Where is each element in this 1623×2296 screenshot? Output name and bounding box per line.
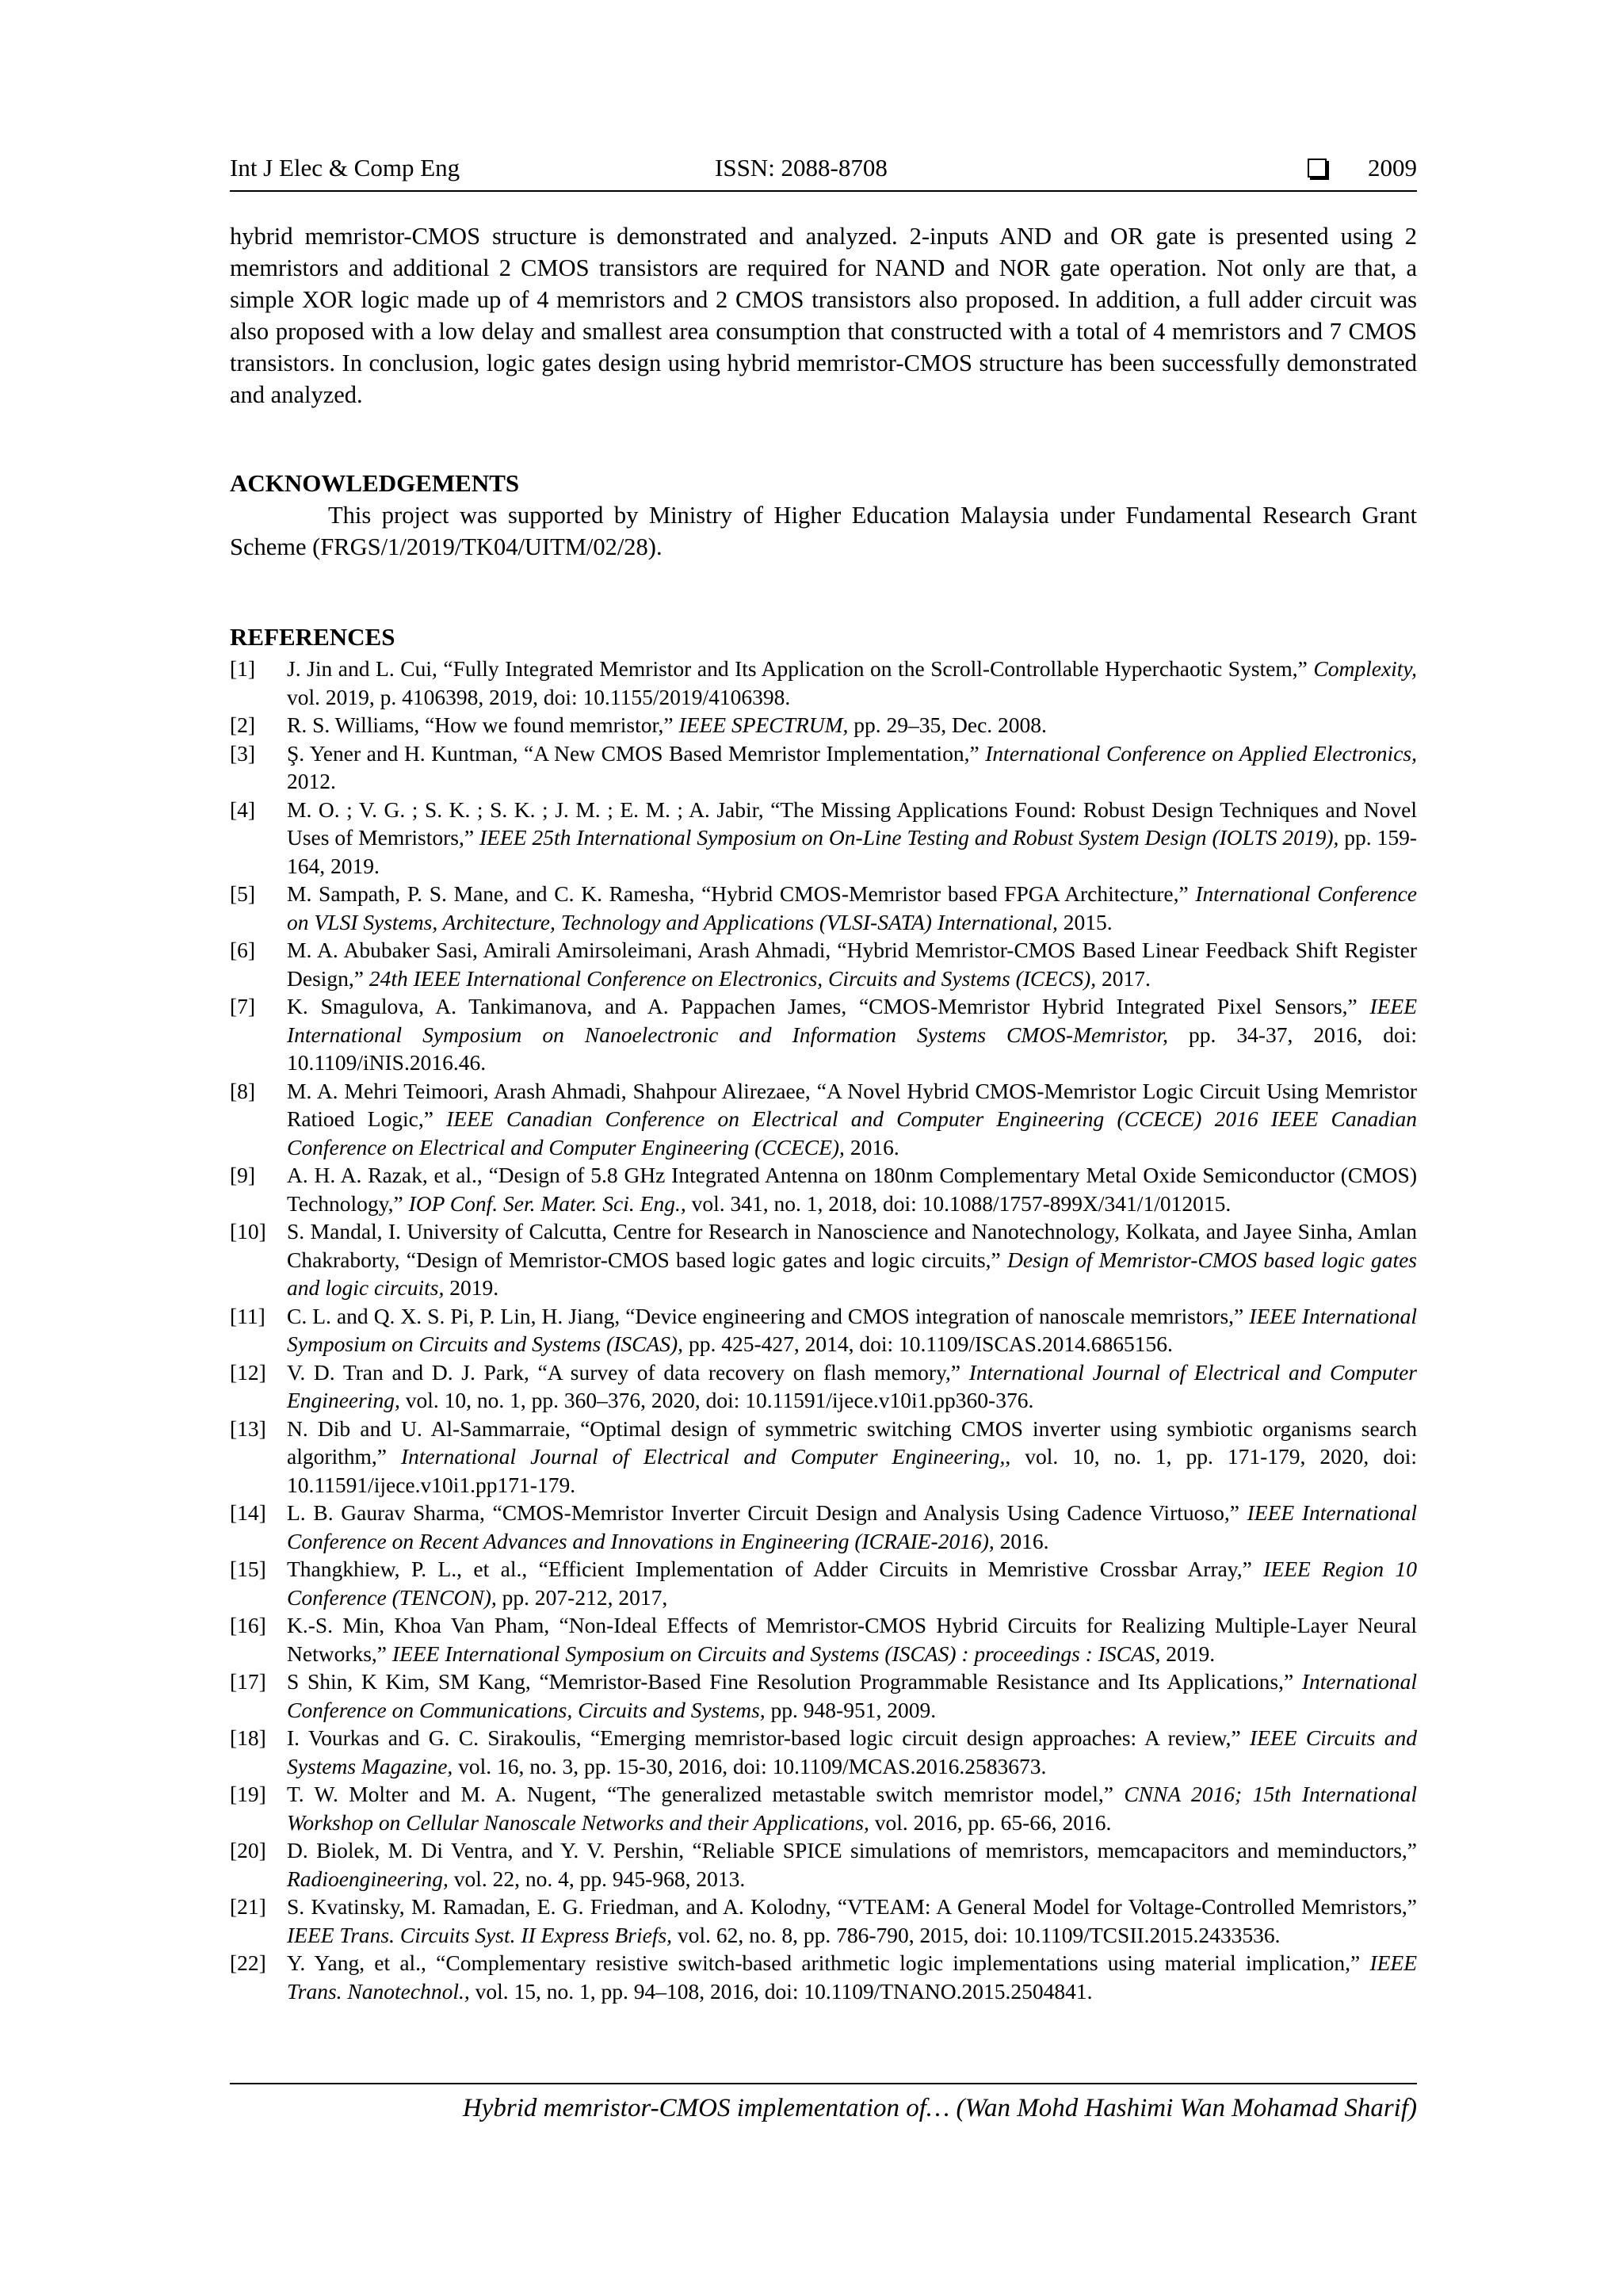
reference-item (230, 1724, 1417, 1780)
reference-authors-title: Ş. Yener and H. Kuntman, “A New CMOS Based Memristor Implementation,” (287, 740, 986, 766)
reference-venue: IEEE International Symposium on Circuits and Systems (ISCAS) : proceedings : ISCAS, (391, 1641, 1161, 1666)
reference-number: [22] (230, 1950, 266, 1975)
reference-number: [2] (230, 712, 256, 737)
reference-details: vol. 10, no. 1, pp. 360–376, 2020, doi: 10.11591/ijece.v10i1.pp360-376. (399, 1388, 1034, 1412)
reference-item (230, 1949, 1417, 2005)
journal-name: Int J Elec & Comp Eng (230, 154, 460, 181)
reference-number: [21] (230, 1894, 266, 1919)
reference-details: 2015. (1057, 909, 1113, 934)
reference-item (230, 796, 1417, 881)
reference-venue: Complexity, (1313, 656, 1417, 681)
reference-number: [9] (230, 1163, 256, 1187)
reference-authors-title: M. O. ; V. G. ; S. K. ; S. K. ; J. M. ; E. M. ; A. Jabir, “The Missing Applications Found: Robust Design Techniques and Novel Uses of Memristors,” (287, 797, 1417, 850)
reference-details: 2017. (1096, 965, 1151, 991)
reference-authors-title: J. Jin and L. Cui, “Fully Integrated Memristor and Its Application on the Scroll-Controllable Hyperchaotic System,” (287, 656, 1314, 681)
reference-item (230, 739, 1417, 796)
reference-item (230, 1161, 1417, 1217)
reference-item (230, 1780, 1417, 1836)
reference-number: [6] (230, 938, 256, 962)
reference-venue: Design of Memristor-CMOS based logic gates and logic circuits, (287, 1247, 1417, 1300)
reference-venue: IEEE Region 10 Conference (TENCON), (287, 1557, 1417, 1610)
reference-number: [20] (230, 1838, 266, 1862)
reference-venue: IEEE International Symposium on Nanoelectronic and Information Systems CMOS-Memristor, (287, 994, 1417, 1047)
reference-venue: CNNA 2016; 15th International Workshop on Cellular Nanoscale Networks and their Applications, (287, 1782, 1417, 1835)
reference-venue: International Conference on VLSI Systems, Architecture, Technology and Applications (VLSI-SATA) International, (287, 881, 1417, 934)
reference-item (230, 1415, 1417, 1499)
reference-details: vol. 22, no. 4, pp. 945-968, 2013. (448, 1866, 746, 1891)
reference-number: [4] (230, 797, 256, 822)
reference-venue: International Conference on Communications, Circuits and Systems, (287, 1669, 1417, 1722)
reference-venue: IEEE SPECTRUM, (678, 712, 849, 737)
reference-item (230, 880, 1417, 936)
reference-item (230, 992, 1417, 1077)
reference-item (230, 1358, 1417, 1415)
reference-item (230, 655, 1417, 711)
reference-item (230, 1555, 1417, 1611)
reference-authors-title: V. D. Tran and D. J. Park, “A survey of data recovery on flash memory,” (287, 1359, 969, 1385)
reference-venue: IEEE Circuits and Systems Magazine, (287, 1725, 1417, 1778)
references-heading: REFERENCES (230, 623, 395, 651)
reference-authors-title: R. S. Williams, “How we found memristor,” (287, 712, 679, 737)
reference-venue: IEEE Trans. Circuits Syst. II Express Briefs, (287, 1922, 673, 1947)
reference-number: [19] (230, 1782, 266, 1806)
page-number: 2009 (1368, 154, 1417, 181)
reference-item (230, 1217, 1417, 1302)
checkbox-square-icon (1308, 159, 1327, 178)
reference-item (230, 1836, 1417, 1893)
reference-number: [1] (230, 656, 256, 681)
reference-item (230, 1499, 1417, 1555)
reference-details: pp. 948-951, 2009. (765, 1697, 937, 1722)
reference-number: [12] (230, 1359, 266, 1385)
running-title: Hybrid memristor-CMOS implementation of… (Wan Mohd Hashimi Wan Mohamad Sharif) (462, 2094, 1417, 2122)
reference-authors-title: M. A. Mehri Teimoori, Arash Ahmadi, Shahpour Alirezaee, “A Novel Hybrid CMOS-Memristor Logic Circuit Using Memristor Ratioed Logic,” (287, 1078, 1417, 1131)
reference-item (230, 1077, 1417, 1162)
reference-details: , vol. 10, no. 1, pp. 171-179, 2020, doi: 10.11591/ijece.v10i1.pp171-179. (287, 1444, 1417, 1497)
reference-details: pp. 425-427, 2014, doi: 10.1109/ISCAS.2014.6865156. (683, 1331, 1173, 1356)
reference-details: 2019. (444, 1275, 499, 1300)
reference-authors-title: M. Sampath, P. S. Mane, and C. K. Ramesha, “Hybrid CMOS-Memristor based FPGA Architecture,” (287, 881, 1196, 906)
reference-authors-title: D. Biolek, M. Di Ventra, and Y. V. Pershin, “Reliable SPICE simulations of memristors, memcapacitors and meminductors,” (287, 1838, 1417, 1862)
reference-details: 2016. (994, 1528, 1049, 1553)
reference-authors-title: A. H. A. Razak, et al., “Design of 5.8 GHz Integrated Antenna on 180nm Complementary Metal Oxide Semiconductor (CMOS) Technology,” (287, 1163, 1417, 1216)
reference-details: vol. 15, no. 1, pp. 94–108, 2016, doi: 10.1109/TNANO.2015.2504841. (469, 1978, 1093, 2004)
reference-number: [15] (230, 1557, 266, 1581)
reference-details: pp. 34-37, 2016, doi: 10.1109/iNIS.2016.46. (287, 1022, 1417, 1075)
reference-number: [8] (230, 1078, 256, 1103)
acknowledgements-text: This project was supported by Ministry of Higher Education Malaysia under Fundamental Research Grant Scheme (FRGS/1/2019/TK04/UITM/02/28). (230, 502, 1417, 560)
reference-authors-title: N. Dib and U. Al-Sammarraie, “Optimal design of symmetric switching CMOS inverter using symbiotic organisms search algorithm,” (287, 1415, 1417, 1469)
reference-number: [5] (230, 881, 256, 906)
reference-item (230, 711, 1417, 739)
reference-venue: IEEE International Symposium on Circuits and Systems (ISCAS), (287, 1303, 1417, 1356)
reference-venue: International Conference on Applied Electronics, (985, 740, 1417, 766)
reference-authors-title: Thangkhiew, P. L., et al., “Efficient Implementation of Adder Circuits in Memristive Crossbar Array,” (287, 1557, 1264, 1581)
reference-number: [13] (230, 1415, 266, 1441)
reference-details: vol. 2019, p. 4106398, 2019, doi: 10.1155/2019/4106398. (287, 684, 791, 709)
reference-authors-title: K.-S. Min, Khoa Van Pham, “Non-Ideal Effects of Memristor-CMOS Hybrid Circuits for Realizing Multiple-Layer Neural Networks,” (287, 1613, 1417, 1666)
reference-details: vol. 16, no. 3, pp. 15-30, 2016, doi: 10.1109/MCAS.2016.2583673. (453, 1753, 1047, 1778)
reference-authors-title: S. Mandal, I. University of Calcutta, Centre for Research in Nanoscience and Nanotechnology, Kolkata, and Jayee Sinha, Amlan Chakraborty, “Design of Memristor-CMOS based logic gates and logic circuits,” (287, 1219, 1417, 1272)
footer-divider (230, 2083, 1417, 2084)
reference-venue: IEEE International Conference on Recent Advances and Innovations in Engineering (ICRAIE-2016), (287, 1500, 1417, 1553)
reference-venue: International Journal of Electrical and Computer Engineering, (400, 1444, 1006, 1469)
issn: ISSN: 2088-8708 (715, 154, 888, 181)
reference-number: [10] (230, 1219, 266, 1244)
reference-venue: IOP Conf. Ser. Mater. Sci. Eng., (408, 1190, 686, 1216)
reference-number: [3] (230, 740, 256, 766)
reference-number: [17] (230, 1669, 266, 1694)
conclusion-paragraph: hybrid memristor-CMOS structure is demonstrated and analyzed. 2-inputs AND and OR gate is presented using 2 memristors and additional 2 CMOS transistors are required for NAND and NOR gate operation. Not only are that, a simple XOR logic made up of 4 memristors and 2 CMOS transistors also proposed. In addition, a full adder circuit was also proposed with a low delay and smallest area consumption that constructed with a total of 4 memristors and 7 CMOS transistors. In conclusion, logic gates design using hybrid memristor-CMOS structure has been successfully demonstrated and analyzed. (230, 223, 1417, 408)
reference-venue: International Journal of Electrical and Computer Engineering, (287, 1359, 1417, 1412)
reference-authors-title: S. Kvatinsky, M. Ramadan, E. G. Friedman, and A. Kolodny, “VTEAM: A General Model for Voltage-Controlled Memristors,” (287, 1894, 1417, 1919)
reference-item (230, 936, 1417, 992)
reference-authors-title: I. Vourkas and G. C. Sirakoulis, “Emerging memristor-based logic circuit design approaches: A review,” (287, 1725, 1250, 1750)
reference-number: [14] (230, 1500, 266, 1525)
reference-item (230, 1668, 1417, 1724)
page-header (230, 154, 1417, 192)
reference-number: [11] (230, 1303, 265, 1328)
reference-details: pp. 207-212, 2017, (496, 1584, 668, 1610)
reference-venue: 24th IEEE International Conference on Electronics, Circuits and Systems (ICECS), (369, 965, 1097, 991)
reference-details: 2019. (1160, 1641, 1216, 1666)
reference-authors-title: T. W. Molter and M. A. Nugent, “The generalized metastable switch memristor model,” (287, 1782, 1125, 1806)
reference-authors-title: L. B. Gaurav Sharma, “CMOS-Memristor Inverter Circuit Design and Analysis Using Cadence Virtuoso,” (287, 1500, 1247, 1525)
reference-venue: IEEE Canadian Conference on Electrical and Computer Engineering (CCECE) 2016 IEEE Canadian Conference on Electrical and Computer Engineering (CCECE), (287, 1106, 1417, 1159)
reference-authors-title: S Shin, K Kim, SM Kang, “Memristor-Based Fine Resolution Programmable Resistance and Its Applications,” (287, 1669, 1302, 1694)
reference-details: 2016. (844, 1134, 899, 1159)
reference-details: pp. 29–35, Dec. 2008. (848, 712, 1047, 737)
reference-authors-title: C. L. and Q. X. S. Pi, P. Lin, H. Jiang, “Device engineering and CMOS integration of nanoscale memristors,” (287, 1303, 1250, 1328)
reference-list (230, 655, 1417, 2005)
reference-details: vol. 341, no. 1, 2018, doi: 10.1088/1757-899X/341/1/012015. (685, 1190, 1232, 1216)
reference-details: vol. 2016, pp. 65-66, 2016. (869, 1809, 1112, 1835)
reference-authors-title: K. Smagulova, A. Tankimanova, and A. Pappachen James, “CMOS-Memristor Hybrid Integrated Pixel Sensors,” (287, 994, 1370, 1018)
reference-authors-title: Y. Yang, et al., “Complementary resistive switch-based arithmetic logic implementations using material implication,” (287, 1950, 1370, 1975)
reference-item (230, 1611, 1417, 1668)
reference-item (230, 1302, 1417, 1358)
reference-details: 2012. (287, 769, 336, 793)
reference-details: pp. 159-164, 2019. (287, 825, 1417, 878)
reference-venue: IEEE 25th International Symposium on On-Line Testing and Robust System Design (IOLTS 2019), (479, 825, 1339, 850)
reference-number: [7] (230, 994, 256, 1018)
reference-details: vol. 62, no. 8, pp. 786-790, 2015, doi: 10.1109/TCSII.2015.2433536. (672, 1922, 1281, 1947)
reference-venue: Radioengineering, (287, 1866, 449, 1891)
reference-item (230, 1893, 1417, 1949)
reference-authors-title: M. A. Abubaker Sasi, Amirali Amirsoleimani, Arash Ahmadi, “Hybrid Memristor-CMOS Based Linear Feedback Shift Register Design,” (287, 938, 1417, 991)
acknowledgements-heading: ACKNOWLEDGEMENTS (230, 469, 520, 497)
reference-number: [18] (230, 1725, 266, 1750)
reference-venue: IEEE Trans. Nanotechnol., (287, 1950, 1417, 2004)
reference-number: [16] (230, 1613, 266, 1637)
